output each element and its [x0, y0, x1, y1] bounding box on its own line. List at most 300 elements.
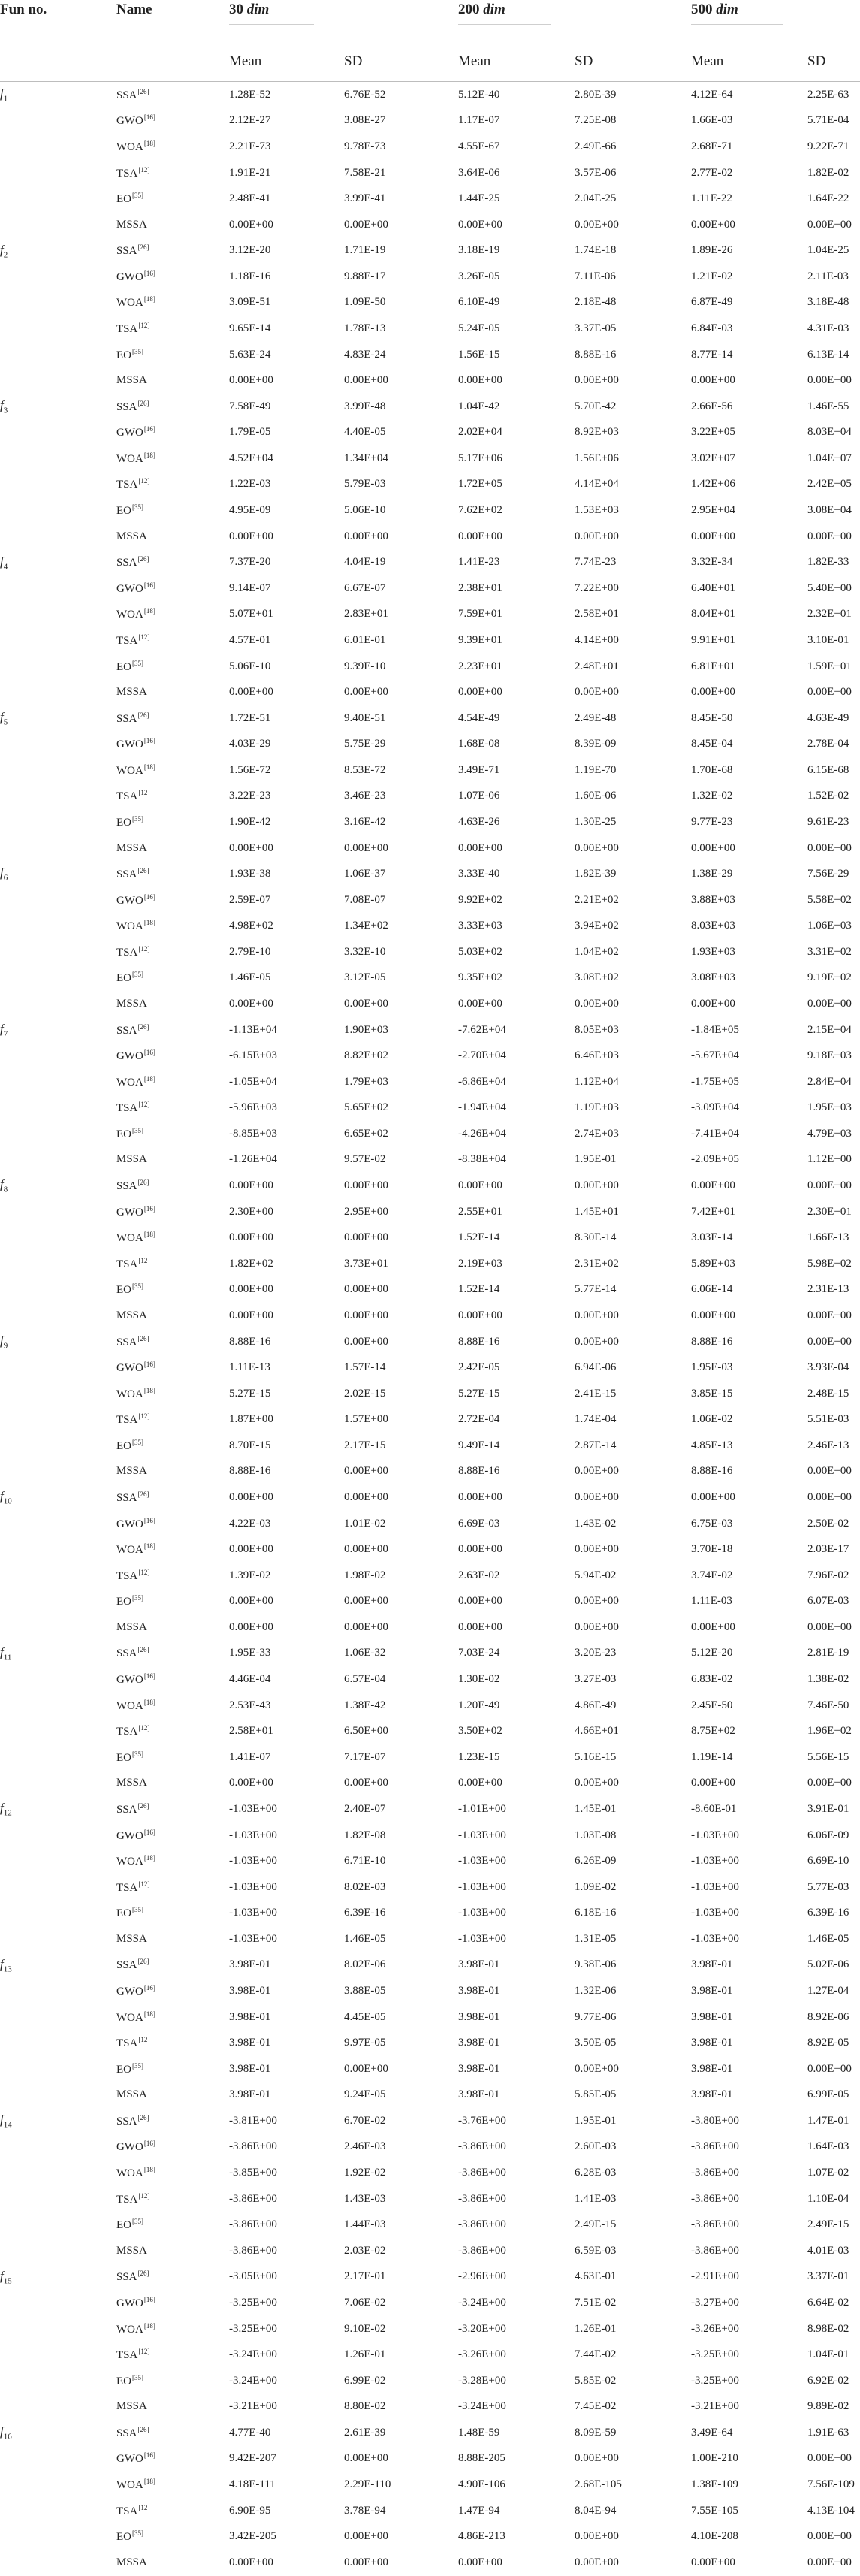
sd-200-cell: 0.00E+00 [575, 1595, 619, 1608]
sd-30-cell: 9.39E-10 [344, 660, 386, 672]
mean-500-cell: 6.75E-03 [691, 1517, 733, 1530]
mean-header: Mean [458, 53, 491, 69]
sd-200-cell: 4.14E+04 [575, 478, 619, 491]
sd-200-cell: 1.45E+01 [575, 1205, 619, 1218]
algorithm-name: EO[35] [116, 2373, 143, 2387]
sd-30-cell: 1.01E-02 [344, 1517, 386, 1530]
sd-200-cell: 5.16E-15 [575, 1750, 617, 1763]
mean-200-cell: -1.01E+00 [458, 1802, 506, 1815]
empty-cell [0, 1225, 116, 1251]
mean-500-cell: 0.00E+00 [691, 841, 735, 854]
sd-500-cell: 4.79E+03 [807, 1127, 852, 1140]
algorithm-name: EO[35] [116, 971, 143, 985]
sd-500-cell: 0.00E+00 [807, 1465, 852, 1478]
mean-500-cell: -3.86E+00 [691, 2167, 739, 2179]
sd-500-cell: 7.56E-29 [807, 868, 849, 880]
mean-30-cell: 2.12E-27 [229, 114, 271, 127]
mean-500-cell: 3.98E-01 [691, 2010, 733, 2023]
algorithm-name: EO[35] [116, 1750, 143, 1764]
sd-500-cell: 7.56E-109 [807, 2478, 855, 2490]
mean-200-cell: -7.62E+04 [458, 1023, 506, 1036]
mean-30-cell: -8.85E+03 [229, 1127, 277, 1140]
mean-30-cell: 1.91E-21 [229, 166, 271, 179]
sd-30-cell: 2.61E-39 [344, 2426, 386, 2439]
sd-30-cell: 1.44E-03 [344, 2218, 386, 2231]
empty-cell [0, 420, 116, 446]
algorithm-name: MSSA [116, 374, 147, 387]
sd-200-cell: 7.51E-02 [575, 2296, 617, 2309]
table-row [0, 1536, 860, 1563]
mean-30-cell: 7.37E-20 [229, 556, 271, 569]
table-row [0, 316, 860, 342]
mean-500-cell: 8.75E+02 [691, 1725, 735, 1738]
sd-500-cell: 0.00E+00 [807, 2556, 852, 2568]
table-row [0, 1251, 860, 1277]
sd-200-cell: 2.49E-66 [575, 140, 617, 153]
mean-200-cell: 4.86E-213 [458, 2530, 505, 2543]
sd-200-cell: 6.18E-16 [575, 1907, 617, 1919]
mean-500-cell: 3.88E+03 [691, 893, 735, 906]
mean-30-cell: 3.98E-01 [229, 2062, 271, 2075]
algorithm-name: EO[35] [116, 347, 143, 361]
table-row [0, 186, 860, 212]
sd-30-cell: 0.00E+00 [344, 1491, 388, 1503]
mean-500-cell: 3.22E+05 [691, 426, 735, 439]
sd-30-cell: 3.16E-42 [344, 815, 386, 828]
mean-500-cell: 3.85E-15 [691, 1387, 733, 1400]
mean-200-cell: 3.98E-01 [458, 2062, 500, 2075]
sd-200-cell: 2.80E-39 [575, 88, 617, 101]
mean-200-cell: 0.00E+00 [458, 1309, 502, 1321]
empty-cell [0, 160, 116, 186]
mean-30-cell: 0.00E+00 [229, 1543, 273, 1556]
mean-30-cell: 0.00E+00 [229, 1283, 273, 1296]
sd-30-cell: 6.50E+00 [344, 1725, 388, 1738]
sd-500-cell: 9.61E-23 [807, 815, 849, 828]
sd-500-cell: 1.38E-02 [807, 1673, 849, 1686]
mean-30-cell: 1.56E-72 [229, 763, 271, 776]
sd-30-cell: 9.78E-73 [344, 140, 386, 153]
sd-500-cell: 5.58E+02 [807, 893, 852, 906]
sd-30-cell: 0.00E+00 [344, 1283, 388, 1296]
mean-30-cell: 3.98E-01 [229, 1984, 271, 1997]
algorithm-name: SSA[26] [116, 1646, 149, 1660]
mean-30-cell: 3.12E-20 [229, 244, 271, 257]
mean-30-cell: 3.09E-51 [229, 296, 271, 309]
sd-header: SD [575, 53, 593, 69]
mean-200-cell: 0.00E+00 [458, 998, 502, 1010]
mean-200-cell: 6.69E-03 [458, 1517, 500, 1530]
mean-200-cell: 0.00E+00 [458, 1595, 502, 1608]
sd-500-cell: 5.98E+02 [807, 1257, 852, 1270]
mean-200-cell: 4.55E-67 [458, 140, 500, 153]
sd-30-cell: 6.01E-01 [344, 633, 386, 646]
mean-30-cell: 8.88E-16 [229, 1335, 271, 1348]
algorithm-name: SSA[26] [116, 1801, 149, 1816]
mean-30-cell: 3.98E-01 [229, 2088, 271, 2101]
mean-30-cell: -3.24E+00 [229, 2374, 277, 2387]
empty-cell [0, 1381, 116, 1407]
mean-200-cell: 6.10E-49 [458, 296, 500, 309]
mean-500-cell: 2.66E-56 [691, 400, 733, 412]
algorithm-name: EO[35] [116, 1438, 143, 1452]
sd-500-cell: 6.07E-03 [807, 1595, 849, 1608]
empty-cell [0, 679, 116, 705]
algorithm-name: WOA[18] [116, 607, 155, 621]
empty-header-cell [0, 32, 116, 82]
mean-500-cell: -1.03E+00 [691, 1855, 739, 1868]
empty-cell [0, 1095, 116, 1122]
mean-500-cell: -8.60E-01 [691, 1802, 737, 1815]
function-label: $f_{10}$ [0, 1489, 12, 1506]
sd-30-cell: 0.00E+00 [344, 1620, 388, 1633]
mean-500-cell: -1.75E+05 [691, 1075, 739, 1088]
sd-200-cell: 1.12E+04 [575, 1075, 619, 1088]
mean-500-cell: 1.38E-109 [691, 2478, 738, 2490]
mean-500-cell: -3.27E+00 [691, 2296, 739, 2309]
mean-500-cell: 1.66E-03 [691, 114, 733, 127]
sd-500-cell: 2.50E-02 [807, 1517, 849, 1530]
sd-30-cell: 0.00E+00 [344, 686, 388, 699]
mean-500-cell: -3.86E+00 [691, 2140, 739, 2153]
mean-500-cell: 5.89E+03 [691, 1257, 735, 1270]
sd-500-cell: 1.04E-25 [807, 244, 849, 257]
table-row [0, 1823, 860, 1849]
empty-cell [0, 1693, 116, 1719]
mean-30-cell: -3.85E+00 [229, 2167, 277, 2179]
mean-30-cell: 1.79E-05 [229, 426, 271, 439]
mean-30-cell: -1.03E+00 [229, 1855, 277, 1868]
table-row [0, 1459, 860, 1485]
empty-cell [0, 602, 116, 628]
mean-500-cell: 2.77E-02 [691, 166, 733, 179]
mean-200-cell: 0.00E+00 [458, 841, 502, 854]
mean-500-cell: -3.25E+00 [691, 2348, 739, 2361]
algorithm-name: SSA[26] [116, 711, 149, 725]
sd-500-cell: 0.00E+00 [807, 998, 852, 1010]
mean-500-cell: -3.80E+00 [691, 2114, 739, 2127]
table-row [0, 1069, 860, 1095]
sd-200-cell: 8.92E+03 [575, 426, 619, 439]
mean-200-cell: 3.18E-19 [458, 244, 500, 257]
table-row [0, 1147, 860, 1173]
mean-30-cell: 1.95E-33 [229, 1647, 271, 1659]
sd-30-cell: 0.00E+00 [344, 2530, 388, 2543]
mean-200-cell: 3.98E-01 [458, 1958, 500, 1971]
mean-500-cell: 6.81E+01 [691, 660, 735, 672]
sd-200-cell: 2.68E-105 [575, 2478, 622, 2490]
table-row [0, 2498, 860, 2524]
mean-30-cell: -3.86E+00 [229, 2192, 277, 2205]
algorithm-name: TSA[12] [116, 1568, 150, 1582]
mean-30-cell: 5.27E-15 [229, 1387, 271, 1400]
algorithm-name: GWO[16] [116, 1828, 155, 1842]
empty-cell [0, 2082, 116, 2109]
sd-500-cell: 4.31E-03 [807, 322, 849, 334]
mean-500-cell: 3.03E-14 [691, 1231, 733, 1244]
empty-cell [0, 2160, 116, 2186]
sd-200-cell: 2.74E+03 [575, 1127, 619, 1140]
empty-cell [0, 445, 116, 472]
algorithm-name: GWO[16] [116, 425, 155, 439]
mean-500-cell: 1.95E-03 [691, 1361, 733, 1374]
empty-cell [0, 835, 116, 862]
mean-30-cell: 4.03E-29 [229, 738, 271, 750]
empty-cell [0, 2498, 116, 2524]
table-row [0, 1199, 860, 1225]
algorithm-name: WOA[18] [116, 295, 155, 310]
algorithm-name: EO[35] [116, 659, 143, 673]
sd-30-cell: 2.95E+00 [344, 1205, 388, 1218]
sd-200-cell: 5.85E-05 [575, 2088, 617, 2101]
mean-200-cell: 2.19E+03 [458, 1257, 502, 1270]
sd-30-cell: 3.08E-27 [344, 114, 386, 127]
mean-30-cell: 7.58E-49 [229, 400, 271, 412]
dim-200-header: 200 dim [458, 0, 691, 32]
empty-cell [0, 991, 116, 1017]
mean-200-cell: 1.47E-94 [458, 2504, 500, 2517]
mean-500-cell: -7.41E+04 [691, 1127, 739, 1140]
mean-30-cell: 9.42E-207 [229, 2452, 276, 2465]
table-row [0, 1978, 860, 2004]
empty-cell [0, 784, 116, 810]
algorithm-name: TSA[12] [116, 2503, 150, 2517]
mean-200-cell: 7.59E+01 [458, 608, 502, 621]
sd-200-cell: 6.28E-03 [575, 2167, 617, 2179]
table-row [0, 2108, 860, 2134]
algorithm-name: GWO[16] [116, 1360, 155, 1375]
table-row [0, 2368, 860, 2394]
empty-cell [0, 1926, 116, 1952]
sd-200-cell: 2.49E-15 [575, 2218, 617, 2231]
table-row [0, 2393, 860, 2420]
mean-200-cell: -3.86E+00 [458, 2244, 506, 2257]
sd-200-cell: 1.19E-70 [575, 763, 617, 776]
sd-500-cell: 1.04E+07 [807, 451, 852, 464]
mean-30-cell: 3.98E-01 [229, 2037, 271, 2049]
sd-200-cell: 0.00E+00 [575, 1491, 619, 1503]
sd-30-cell: 0.00E+00 [344, 374, 388, 387]
sd-500-cell: 1.64E-22 [807, 192, 849, 205]
algorithm-name: TSA[12] [116, 1256, 150, 1270]
mean-30-cell: 1.11E-13 [229, 1361, 270, 1374]
mean-200-cell: 9.39E+01 [458, 633, 502, 646]
sd-500-cell: 3.10E-01 [807, 633, 849, 646]
algorithm-name: TSA[12] [116, 789, 150, 803]
mean-200-cell: -3.20E+00 [458, 2322, 506, 2335]
table-row [0, 1043, 860, 1069]
sd-200-cell: 6.26E-09 [575, 1855, 617, 1868]
table-row [0, 1848, 860, 1874]
sd-500-cell: 2.81E-19 [807, 1647, 849, 1659]
sd-500-cell: 2.03E-17 [807, 1543, 849, 1556]
sd-header: SD [807, 53, 826, 69]
mean-500-cell: 7.55E-105 [691, 2504, 738, 2517]
sd-500-cell: 0.00E+00 [807, 1777, 852, 1789]
sd-30-cell: 7.58E-21 [344, 166, 386, 179]
mean-200-cell: 9.92E+02 [458, 893, 502, 906]
mean-500-cell: 0.00E+00 [691, 686, 735, 699]
mean-200-cell: 3.33E-40 [458, 868, 500, 880]
sd-30-cell: 6.57E-04 [344, 1673, 386, 1686]
sd-30-cell: 3.12E-05 [344, 971, 386, 984]
function-label: $f_{16}$ [0, 2424, 12, 2442]
function-label: $f_5$ [0, 709, 8, 727]
table-row [0, 549, 860, 575]
mean-30-cell: 1.39E-02 [229, 1569, 271, 1581]
sd-30-cell: 7.17E-07 [344, 1750, 386, 1763]
sd-200-cell: 3.94E+02 [575, 920, 619, 932]
algorithm-name: MSSA [116, 2088, 147, 2101]
sd-30-cell: 8.53E-72 [344, 763, 386, 776]
algorithm-name: GWO[16] [116, 2295, 155, 2309]
algorithm-name: WOA[18] [116, 1386, 155, 1400]
table-row [0, 1693, 860, 1719]
mean-200-cell: -6.86E+04 [458, 1075, 506, 1088]
sd-200-cell: 1.82E-39 [575, 868, 617, 880]
empty-cell [0, 2290, 116, 2316]
sd-200-cell: 4.66E+01 [575, 1725, 619, 1738]
sd-200-cell: 3.57E-06 [575, 166, 617, 179]
table-row [0, 2342, 860, 2368]
algorithm-name: WOA[18] [116, 919, 155, 933]
mean-500-cell: 0.00E+00 [691, 1179, 735, 1192]
sd-30-cell: 1.38E-42 [344, 1699, 386, 1711]
sd-200-cell: 1.32E-06 [575, 1984, 617, 1997]
mean-200-cell: 0.00E+00 [458, 1543, 502, 1556]
mean-200-cell: 3.64E-06 [458, 166, 500, 179]
sd-200-cell: 1.95E-01 [575, 1153, 617, 1166]
mean-200-cell: 9.49E-14 [458, 1439, 500, 1451]
sd-200-cell: 0.00E+00 [575, 1179, 619, 1192]
mean-30-cell: 4.57E-01 [229, 633, 271, 646]
mean-30-cell: 0.00E+00 [229, 686, 273, 699]
table-row [0, 2030, 860, 2056]
empty-cell [0, 757, 116, 784]
sd-30-cell: 6.76E-52 [344, 88, 386, 101]
empty-cell [0, 2056, 116, 2082]
mean-200-cell: 7.03E-24 [458, 1647, 500, 1659]
mean-30-cell: 0.00E+00 [229, 841, 273, 854]
algorithm-name: MSSA [116, 218, 147, 231]
sd-30-cell: 0.00E+00 [344, 2452, 388, 2465]
empty-cell [0, 2134, 116, 2161]
sd-30-cell: 3.78E-94 [344, 2504, 386, 2517]
algorithm-name: GWO[16] [116, 1983, 155, 1998]
sd-500-cell: 1.66E-13 [807, 1231, 849, 1244]
table-row [0, 160, 860, 186]
mean-30-cell: 8.88E-16 [229, 1465, 271, 1478]
mean-500-cell: 2.68E-71 [691, 140, 733, 153]
sd-500-cell: 2.78E-04 [807, 738, 849, 750]
mean-30-cell: -3.25E+00 [229, 2296, 277, 2309]
mean-500-cell: 3.74E-02 [691, 1569, 733, 1581]
mean-500-cell: 2.45E-50 [691, 1699, 733, 1711]
empty-cell [0, 1900, 116, 1926]
sd-500-cell: 9.19E+02 [807, 971, 852, 984]
sd-200-cell: 2.49E-48 [575, 711, 617, 724]
mean-500-cell: 0.00E+00 [691, 374, 735, 387]
mean-500-cell: -3.21E+00 [691, 2400, 739, 2413]
table-row [0, 887, 860, 914]
empty-cell [0, 342, 116, 368]
mean-200-cell: -1.03E+00 [458, 1932, 506, 1945]
algorithm-name: TSA[12] [116, 2191, 150, 2206]
mean-200-cell: 1.04E-42 [458, 400, 500, 412]
mean-30-cell: 6.90E-95 [229, 2504, 271, 2517]
mean-30-cell: 2.58E+01 [229, 1725, 273, 1738]
algorithm-name: TSA[12] [116, 944, 150, 959]
mean-200-cell: 3.98E-01 [458, 2088, 500, 2101]
sd-500-cell: 1.96E+02 [807, 1725, 852, 1738]
sd-30-cell: 6.65E+02 [344, 1127, 388, 1140]
mean-30-cell: -1.03E+00 [229, 1880, 277, 1893]
mean-200-cell: 1.20E-49 [458, 1699, 500, 1711]
mean-500-cell: 1.89E-26 [691, 244, 733, 257]
sd-30-cell: 1.57E+00 [344, 1413, 388, 1426]
mean-500-cell: 3.98E-01 [691, 2088, 733, 2101]
sd-500-cell: 1.52E-02 [807, 790, 849, 802]
function-label: $f_{11}$ [0, 1644, 12, 1662]
mean-500-cell: -1.03E+00 [691, 1829, 739, 1841]
algorithm-name: EO[35] [116, 1906, 143, 1920]
sd-30-cell: 0.00E+00 [344, 1335, 388, 1348]
sd-200-cell: 0.00E+00 [575, 374, 619, 387]
sd-30-cell: 4.45E-05 [344, 2010, 386, 2023]
sd-30-cell: 3.32E-10 [344, 945, 386, 958]
empty-cell [0, 2523, 116, 2550]
empty-cell [0, 2550, 116, 2576]
mean-30-cell: -1.03E+00 [229, 1802, 277, 1815]
sd-30-cell: 1.82E-08 [344, 1829, 386, 1841]
mean-200-cell: 4.54E-49 [458, 711, 500, 724]
mean-200-cell: 7.62E+02 [458, 504, 502, 517]
table-row [0, 809, 860, 835]
mean-30-cell: 4.95E-09 [229, 504, 271, 517]
mean-500-cell: 4.85E-13 [691, 1439, 733, 1451]
mean-200-cell: 3.50E+02 [458, 1725, 502, 1738]
sd-30-cell: 5.75E-29 [344, 738, 386, 750]
algorithm-name: SSA[26] [116, 399, 149, 413]
mean-500-cell: 3.98E-01 [691, 2037, 733, 2049]
mean-200-cell: -3.26E+00 [458, 2348, 506, 2361]
table-row [0, 784, 860, 810]
mean-200-cell: 8.88E-205 [458, 2452, 505, 2465]
mean-30-cell: 4.18E-111 [229, 2478, 276, 2490]
empty-cell [0, 524, 116, 550]
mean-200-cell: 1.56E-15 [458, 348, 500, 361]
mean-200-cell: -2.70E+04 [458, 1049, 506, 1062]
mean-500-cell: 5.12E-20 [691, 1647, 733, 1659]
empty-cell [0, 1978, 116, 2004]
sd-500-cell: 2.11E-03 [807, 270, 849, 282]
sd-200-cell: 7.25E-08 [575, 114, 617, 127]
mean-200-cell: 2.38E+01 [458, 581, 502, 594]
table-row [0, 1900, 860, 1926]
empty-cell [0, 1718, 116, 1744]
sd-500-cell: 0.00E+00 [807, 1620, 852, 1633]
table-row [0, 1329, 860, 1355]
sd-200-cell: 4.86E-49 [575, 1699, 617, 1711]
table-row [0, 2446, 860, 2472]
sd-30-cell: 0.00E+00 [344, 998, 388, 1010]
mean-500-cell: 1.38E-29 [691, 868, 733, 880]
mean-200-cell: 0.00E+00 [458, 686, 502, 699]
mean-200-cell: 5.12E-40 [458, 88, 500, 101]
sd-500-cell: 1.27E-04 [807, 1984, 849, 1997]
table-row [0, 627, 860, 654]
mean-200-cell: 2.55E+01 [458, 1205, 502, 1218]
